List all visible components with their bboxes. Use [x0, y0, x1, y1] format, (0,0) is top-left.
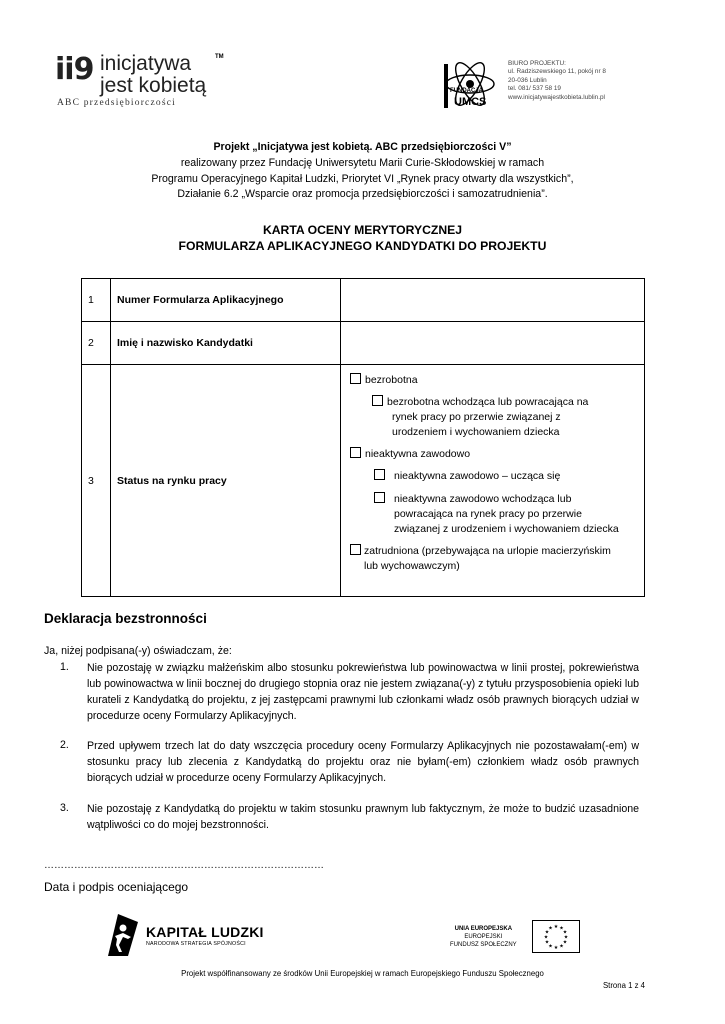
checkbox[interactable]: [374, 469, 385, 480]
checkbox[interactable]: [350, 544, 361, 555]
human-capital-icon: [106, 912, 140, 958]
page-number: Strona 1 z 4: [602, 981, 645, 990]
cofinancing-note: Projekt współfinansowany ze środków Unii Europejskiej w ramach Europejskiego Funduszu Społecznego: [181, 969, 544, 978]
office-line: tel. 081/ 537 58 19: [508, 85, 561, 93]
intro-line: realizowany przez Fundację Uniwersytetu Marii Curie-Skłodowskiej w ramach: [180, 156, 545, 169]
signature-line[interactable]: …………………………………………………………………………: [44, 860, 324, 871]
evaluation-table: [81, 278, 645, 597]
svg-text:★: ★: [562, 939, 568, 946]
svg-text:★: ★: [544, 929, 550, 936]
table-row: [82, 322, 645, 365]
signature-label: Data i podpis oceniającego: [44, 880, 189, 894]
title-line1: KARTA OCENY MERYTORYCZNEJ: [262, 223, 463, 237]
row-number: 3: [82, 365, 111, 597]
trademark-mark: TM: [215, 54, 224, 60]
checkbox[interactable]: [350, 373, 361, 384]
option-label: bezrobotna: [365, 374, 418, 386]
svg-text:★: ★: [559, 925, 564, 932]
declaration-item: Przed upływem trzech lat do daty wszczęcia procedury oceny Formularzy Aplikacyjnych nie pozostawałam(-em) w stosunku pracy lub zlecenia z Kandydatką do projektu oraz nie byłam(-em) członkiem władz osób prawnych biorących udział w procedurze oceny Formularzy Aplikacyjnych.: [87, 740, 639, 784]
svg-text:★: ★: [553, 924, 559, 930]
foundation-label: FUNDACJA: [450, 88, 483, 94]
project-name: Projekt „Inicjatywa jest kobietą. ABC przedsiębiorczości V”: [213, 141, 512, 153]
checkbox[interactable]: [350, 447, 361, 458]
svg-text:★: ★: [562, 929, 568, 936]
item-number: 3.: [60, 802, 69, 814]
status-options-cell: [341, 365, 645, 597]
logo-text-line2: jest kobietą: [100, 74, 207, 97]
row-label: Status na rynku pracy: [111, 365, 341, 597]
row-label: Numer Formularza Aplikacyjnego: [111, 279, 341, 322]
option-label: nieaktywna zawodowo wchodząca lub: [394, 493, 572, 505]
item-number: 1.: [60, 661, 69, 673]
intro-line: Programu Operacyjnego Kapitał Ludzki, Priorytet VI „Rynek pracy otwarty dla wszystkich”,: [151, 172, 574, 185]
project-office-address: [508, 60, 606, 102]
foundation-umcs-logo: [444, 58, 496, 116]
option-label: nieaktywna zawodowo – ucząca się: [394, 470, 561, 482]
svg-text:★: ★: [543, 934, 549, 941]
svg-text:★: ★: [559, 943, 564, 950]
option-label-cont: lub wychowawczym): [364, 560, 460, 572]
project-intro: [60, 140, 665, 203]
kl-title: KAPITAŁ LUDZKI: [146, 924, 264, 940]
svg-text:★: ★: [553, 945, 559, 951]
application-number-field[interactable]: [341, 279, 645, 322]
checkbox[interactable]: [372, 395, 383, 406]
row-label: Imię i nazwisko Kandydatki: [111, 322, 341, 365]
option-label-cont: związanej z urodzeniem i wychowaniem dziecka: [394, 523, 619, 535]
status-option[interactable]: [372, 395, 588, 410]
status-option[interactable]: [374, 469, 560, 484]
page-title: [60, 222, 665, 254]
office-line: 20-036 Lublin: [508, 76, 547, 84]
option-label: zatrudniona (przebywająca na urlopie macierzyńskim: [364, 545, 611, 557]
svg-text:★: ★: [544, 939, 550, 946]
declaration-intro: Ja, niżej podpisana(-y) oświadczam, że:: [44, 645, 232, 657]
option-label: bezrobotna wchodząca lub powracająca na: [387, 396, 589, 408]
row-number: 1: [82, 279, 111, 322]
candidate-name-field[interactable]: [341, 322, 645, 365]
intro-line: Działanie 6.2 „Wsparcie oraz promocja przedsiębiorczości i samozatrudnienia”.: [177, 188, 548, 201]
row-number: 2: [82, 322, 111, 365]
eu-line3: FUNDUSZ SPOŁECZNY: [450, 942, 517, 948]
office-line: BIURO PROJEKTU:: [508, 60, 566, 67]
declaration-item: Nie pozostaję w związku małżeńskim albo stosunku pokrewieństwa lub powinowactwa w linii prostej, pokrewieństwa lub powinowactwa w linii bocznej do drugiego stopnia oraz nie jestem związana(-y) z tytułu przysposobienia opieki lub kurateli z Kandydatką do projektu, z jej zastępcami prawnymi lub członkami władz osób prawnych biorących udział w procedurze oceny Formularzy Aplikacyjnych.: [87, 662, 639, 722]
office-line: ul. Radziszewskiego 11, pokój nr 8: [508, 68, 606, 76]
status-option[interactable]: [374, 492, 571, 507]
status-option[interactable]: [350, 447, 470, 462]
title-line2: FORMULARZA APLIKACYJNEGO KANDYDATKI DO PROJEKTU: [178, 239, 547, 253]
logo-subtitle: ABC przedsiębiorczości: [57, 98, 176, 108]
declaration-item: Nie pozostaję z Kandydatką do projektu w takim stosunku prawnym lub faktycznym, że może to budzić uzasadnione wątpliwości co do mojej bezstronności.: [87, 803, 639, 831]
svg-text:★: ★: [548, 943, 553, 950]
option-label-cont: powracająca na rynek pracy po przerwie: [394, 508, 582, 520]
option-label-cont: rynek pracy po przerwie związanej z: [392, 411, 561, 423]
declaration-heading: Deklaracja bezstronności: [44, 611, 207, 626]
eu-flag-icon: [532, 920, 580, 953]
eu-line1: UNIA EUROPEJSKA: [454, 926, 513, 932]
foundation-name: UMCS: [454, 96, 487, 108]
svg-text:★: ★: [548, 925, 553, 932]
checkbox[interactable]: [374, 492, 385, 503]
item-number: 2.: [60, 739, 69, 751]
table-row: [82, 279, 645, 322]
option-label-cont: urodzeniem i wychowaniem dziecka: [392, 426, 560, 438]
logo-text-line1: inicjatywa: [100, 52, 192, 75]
logo-mark: ii9: [55, 52, 94, 87]
office-line: www.inicjatywajestkobieta.lublin.pl: [508, 93, 605, 101]
status-option[interactable]: [350, 373, 418, 388]
svg-text:★: ★: [563, 934, 569, 941]
project-logo: [55, 50, 235, 110]
eu-line2: EUROPEJSKI: [464, 934, 503, 940]
eu-fund-text: [450, 925, 517, 949]
kapital-ludzki-logo: [106, 912, 276, 958]
status-option[interactable]: [350, 544, 611, 559]
option-label: nieaktywna zawodowo: [365, 448, 471, 460]
kl-subtitle: NARODOWA STRATEGIA SPÓJNOŚCI: [146, 941, 246, 947]
table-row: [82, 365, 645, 597]
